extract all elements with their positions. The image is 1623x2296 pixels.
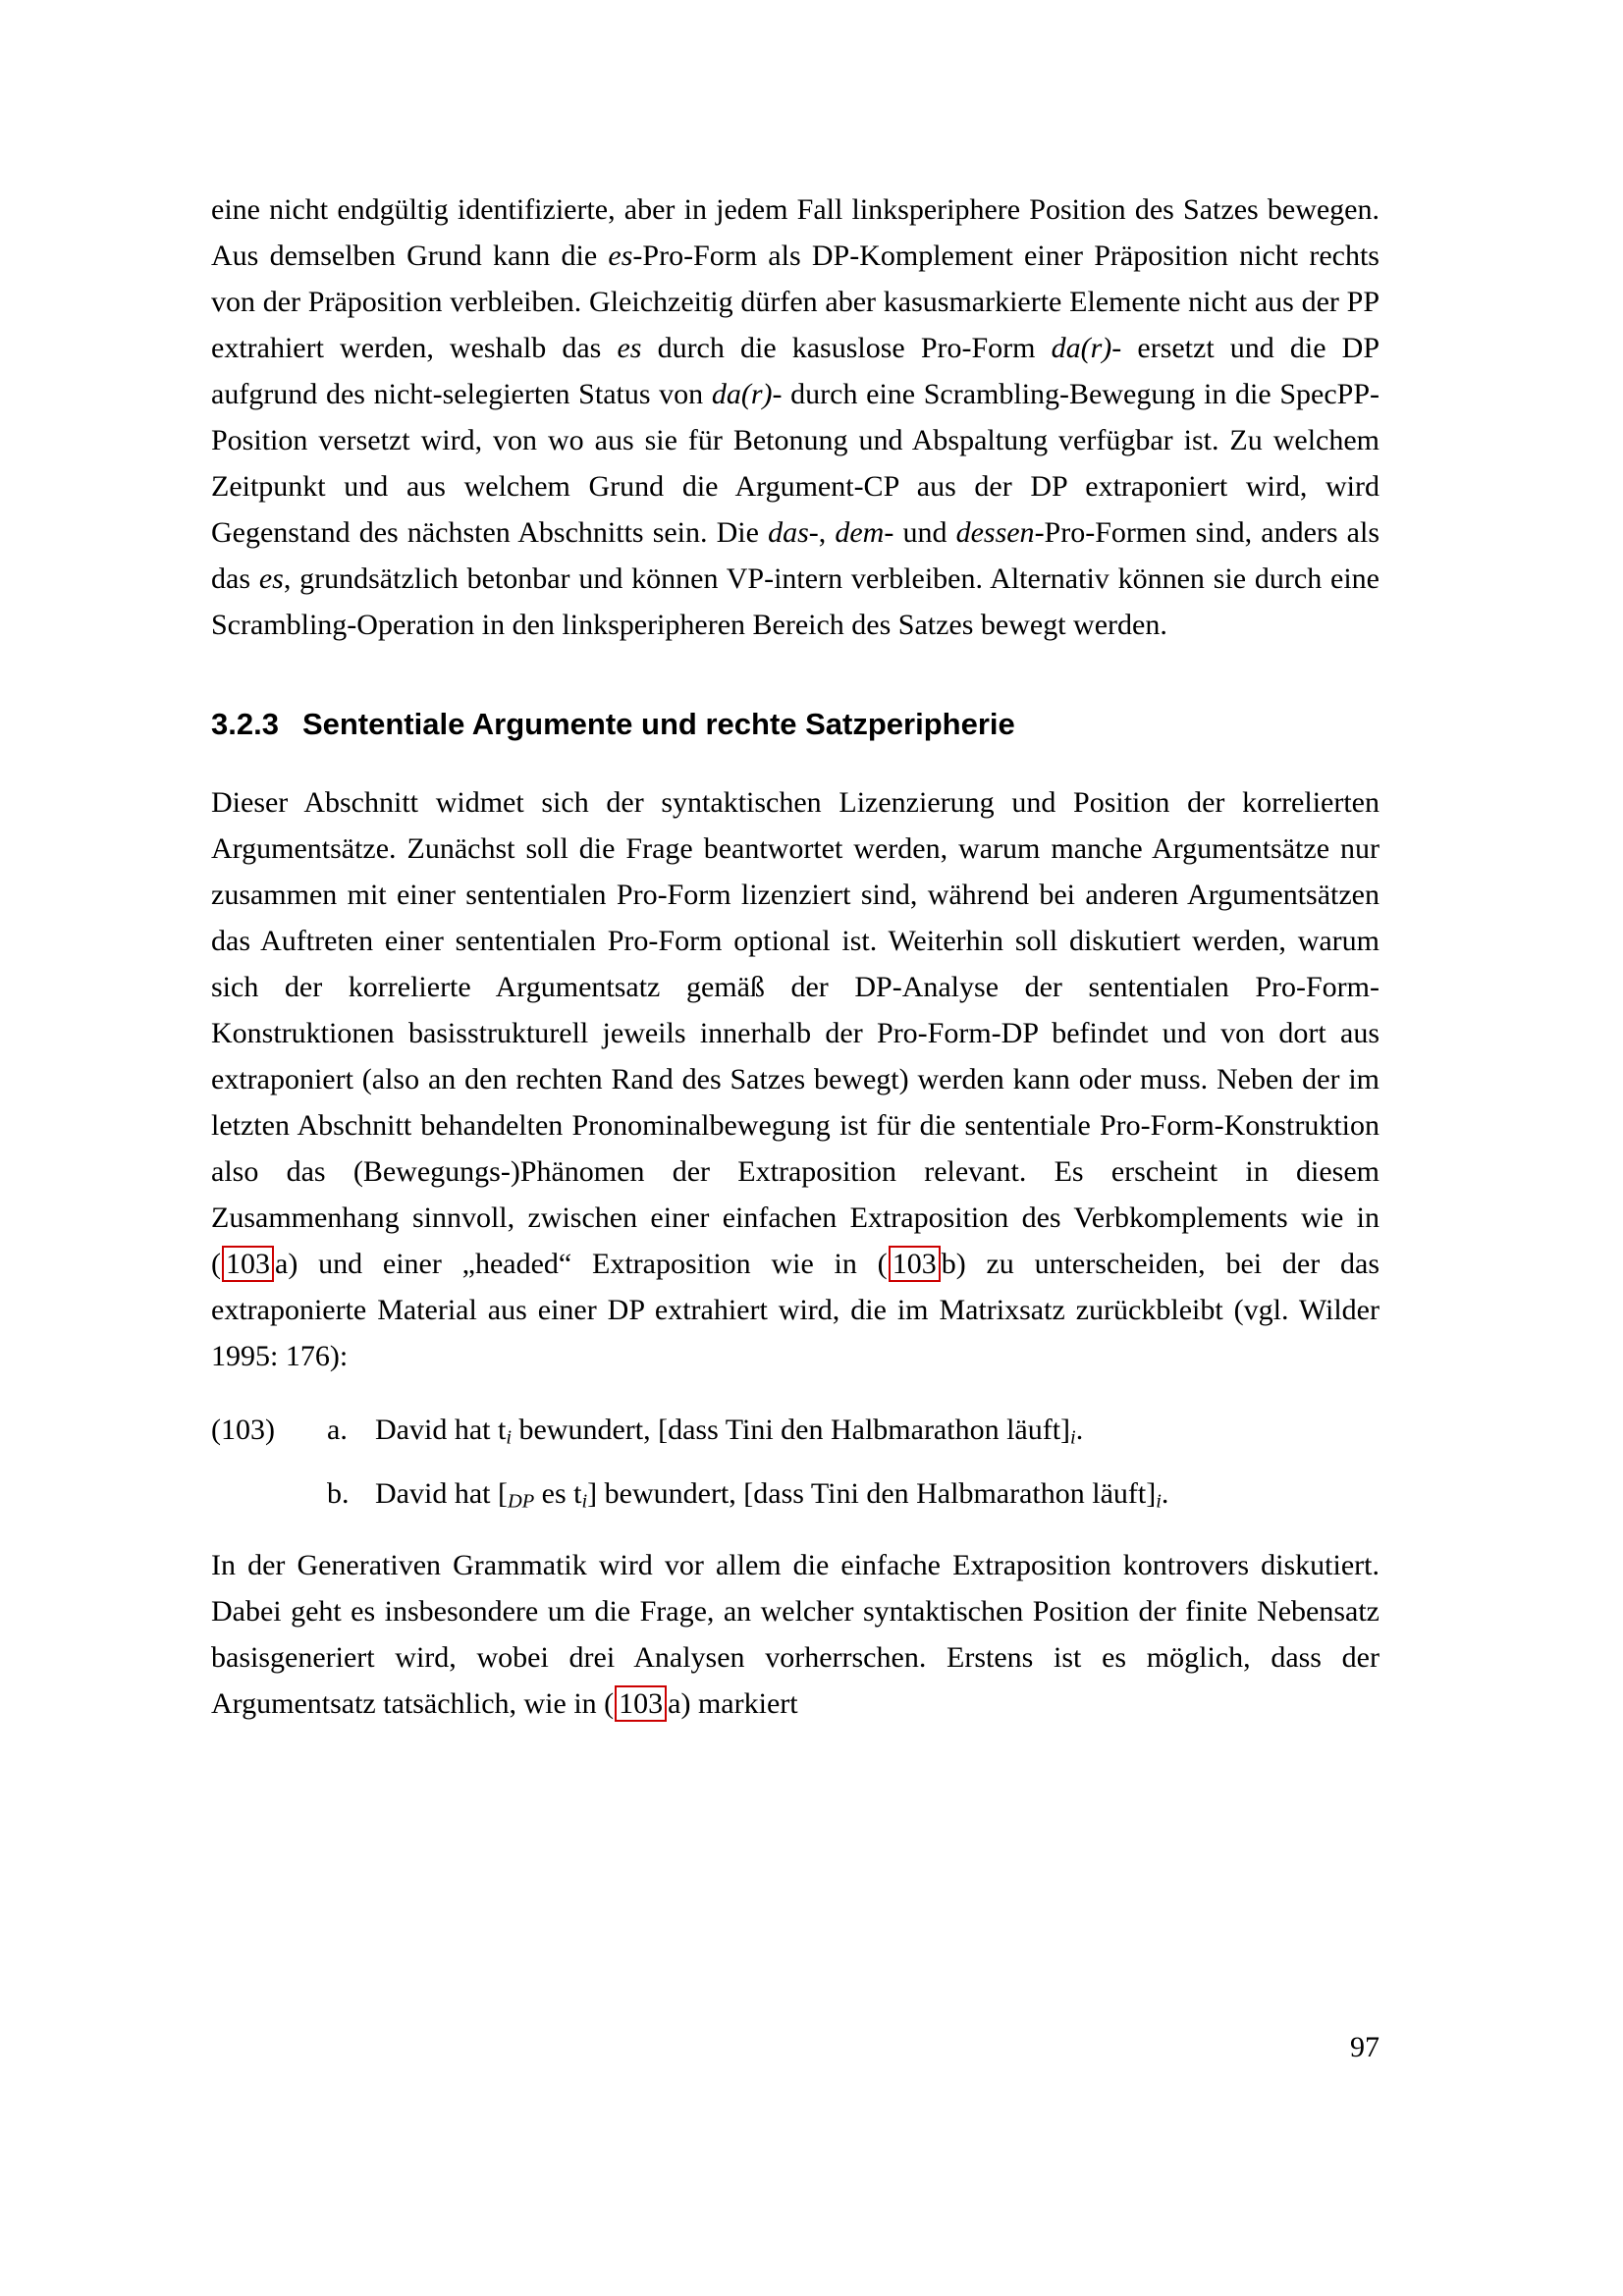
text-segment: da(r)- <box>711 378 783 410</box>
paragraph-section-intro <box>211 779 1380 1379</box>
example-marker-b: b. <box>327 1477 350 1510</box>
text-segment: . <box>1161 1477 1169 1510</box>
example-103 <box>211 1407 1380 1517</box>
example-item-a <box>211 1407 1380 1453</box>
section-number: 3.2.3 <box>211 707 279 741</box>
text-segment: -Pro-Formen sind, anders als das <box>211 516 1380 595</box>
example-item-b <box>211 1470 1380 1517</box>
text-segment: a) und einer „headed“ Extraposition wie in ( <box>275 1248 888 1280</box>
reference-link-103[interactable]: 103 <box>615 1685 667 1722</box>
text-segment: durch eine Scrambling-Bewegung in die SpecPP-Position versetzt wird, von wo aus sie für Betonung und Abspaltung verfügbar ist. Zu welchem Zeitpunkt und aus welchem Grund die Argument-CP aus der DP extraponiert wird, wird Gegenstand des nächsten Abschnitts sein. Die <box>211 378 1380 549</box>
text-segment: -Pro-Form als DP-Komplement einer Präposition nicht rechts von der Präposition verbleiben. Gleichzeitig dürfen aber kasusmarkierte Elemente nicht aus der PP extrahiert werden, weshalb das <box>211 240 1380 364</box>
text-segment: Dieser Abschnitt widmet sich der syntaktischen Lizenzierung und Position der korrelierten Argumentsätze. Zunächst soll die Frage beantwortet werden, warum manche Argumentsätze nur zusammen mit einer sententialen Pro-Form lizenziert sind, während bei anderen Argumentsätzen das Auftreten einer sententialen Pro-Form optional ist. Weiterhin soll diskutiert werden, warum sich der korrelierte Argumentsatz gemäß der DP-Analyse der sententialen Pro-Form-Konstruktionen basisstrukturell jeweils innerhalb der Pro-Form-DP befindet und von dort aus extraponiert (also an den rechten Rand des Satzes bewegt) werden kann oder muss. Neben der im letzten Abschnitt behandelten Pronominalbewegung ist für die sententiale Pro-Form-Konstruktion also das (Bewegungs-)Phänomen der Extraposition relevant. Es erscheint in diesem Zusammenhang sinnvoll, zwischen einer einfachen Extraposition des Verbkomplements wie in ( <box>211 786 1380 1280</box>
example-marker-a: a. <box>327 1414 348 1446</box>
text-segment: und <box>893 516 956 549</box>
text-segment: bewundert, [dass Tini den Halbmarathon läuft] <box>511 1414 1071 1446</box>
example-text-a <box>375 1407 1380 1453</box>
text-segment: , <box>818 516 836 549</box>
text-segment: es <box>258 562 284 595</box>
section-heading <box>211 705 1380 744</box>
text-block <box>211 187 1380 1727</box>
text-segment: i <box>1070 1426 1076 1449</box>
text-segment: a) markiert <box>668 1687 798 1720</box>
text-segment: es t <box>534 1477 582 1510</box>
text-segment: ] bewundert, [dass Tini den Halbmarathon läuft] <box>587 1477 1157 1510</box>
text-segment: dessen <box>955 516 1035 549</box>
text-segment: i <box>506 1426 512 1449</box>
text-segment: eine nicht endgültig identifizierte, aber in jedem Fall linksperiphere Position des Satzes bewegen. Aus demselben Grund kann die <box>211 193 1380 272</box>
example-text-b <box>375 1470 1380 1517</box>
example-number-label: (103) <box>211 1414 275 1446</box>
section-title: Sententiale Argumente und rechte Satzperipherie <box>301 707 1015 741</box>
text-segment: b) zu unterscheiden, bei der das extraponierte Material aus einer DP extrahiert wird, die im Matrixsatz zurückbleibt (vgl. Wilder 1995: 176): <box>211 1248 1380 1372</box>
text-segment: das- <box>768 516 819 549</box>
text-segment: i <box>581 1490 588 1513</box>
text-segment: da(r)- <box>1051 332 1122 364</box>
text-segment: es <box>608 240 633 272</box>
text-segment: dem- <box>835 516 894 549</box>
text-segment: i <box>1156 1490 1162 1513</box>
text-segment: , grundsätzlich betonbar und können VP-intern verbleiben. Alternativ können sie durch eine Scrambling-Operation in den linksperipheren Bereich des Satzes bewegt werden. <box>211 562 1380 641</box>
paragraph-discussion <box>211 1542 1380 1727</box>
reference-link-103[interactable]: 103 <box>889 1246 941 1282</box>
text-segment: DP <box>507 1490 535 1513</box>
text-segment: . <box>1075 1414 1084 1446</box>
text-segment: David hat [ <box>375 1477 508 1510</box>
text-segment: es <box>617 332 642 364</box>
text-segment: durch die kasuslose Pro-Form <box>641 332 1052 364</box>
text-segment: ersetzt und die DP aufgrund des nicht-selegierten Status von <box>211 332 1380 410</box>
text-segment: David hat t <box>375 1414 507 1446</box>
page-number: 97 <box>1350 2031 1380 2063</box>
reference-link-103[interactable]: 103 <box>222 1246 274 1282</box>
paragraph-continuation <box>211 187 1380 648</box>
text-segment: In der Generativen Grammatik wird vor allem die einfache Extraposition kontrovers diskutiert. Dabei geht es insbesondere um die Frage, an welcher syntaktischen Position der finite Nebensatz basisgeneriert wird, wobei drei Analysen vorherrschen. Erstens ist es möglich, dass der Argumentsatz tatsächlich, wie in ( <box>211 1549 1380 1720</box>
